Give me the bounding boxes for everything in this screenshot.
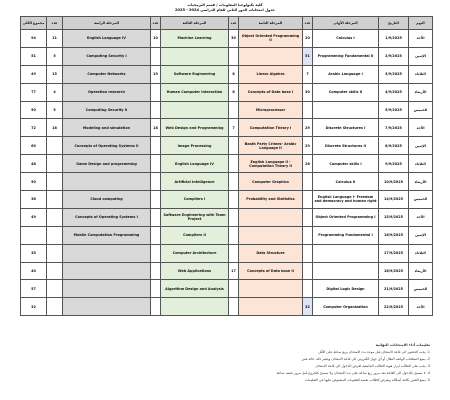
cell-stage4-count [47,173,63,191]
cell-stage3-subject: Human Computer Interaction [161,83,229,101]
cell-stage2-subject: Probability and Statistics [239,191,303,209]
cell-stage2-subject: Microprocessor [239,101,303,119]
cell-stage2-subject [239,208,303,226]
cell-stage2-count: 8 [229,83,239,101]
cell-stage1-count: 20 [303,30,313,48]
cell-stage1-count: 32 [303,298,313,316]
cell-stage1-count: 30 [303,83,313,101]
cell-stage3-count [151,244,161,262]
table-row [21,137,433,155]
cell-stage3-count [151,262,161,280]
table-row [21,119,433,137]
cell-total: 35 [21,244,47,262]
cell-stage1-count: 51 [303,47,313,65]
cell-stage4-subject: Mobile Computation Programming [63,226,151,244]
cell-stage2-count [229,155,239,173]
cell-stage1-subject: Object Oriented Programming I [313,208,379,226]
cell-stage2-count [229,101,239,119]
instruction-item: 5- يمنع الغش بكافة أشكاله ويعرض الطالب نفسه للعقوبات المنصوص عليها في التعليمات [304,378,430,382]
instruction-item: 2- يمنع اصطحاب الهاتف النقال أو أي جهاز الكتروني الى قاعة الامتحان ويعتبر ذلك حالة غش [301,357,430,361]
table-row [21,47,433,65]
cell-stage1-subject: Discrete Structures I [313,119,379,137]
cell-stage4-subject: Cloud computing [63,191,151,209]
table-row [21,101,433,119]
cell-stage2-count: 8 [229,65,239,83]
cell-stage4-subject: English Language IV [63,30,151,48]
cell-day: الخميس [409,101,433,119]
table-header-row [21,17,433,30]
cell-stage1-subject: English Language I- Freedom and democracy and human right [313,191,379,209]
cell-stage1-count [303,280,313,298]
cell-total: 40 [21,262,47,280]
header-line-schedule-title: جدول امتحانات الدور الثاني للعام الدراسي 2024 - 2025 [174,7,276,12]
cell-stage3-count: 10 [151,30,161,48]
cell-stage3-count [151,208,161,226]
cell-date: 18/9/2025 [379,262,409,280]
cell-total: 49 [21,208,47,226]
cell-stage2-subject: Object Oriented Programming II [239,30,303,48]
cell-stage3-subject: Algorithm Design and Analysis [161,280,229,298]
cell-stage2-subject: Concepts of Data base II [239,262,303,280]
cell-day: الخميس [409,191,433,209]
cell-date: 3/9/2025 [379,65,409,83]
cell-total: 51 [21,47,47,65]
cell-day: الثلاثاء [409,65,433,83]
cell-stage4-subject [63,280,151,298]
cell-stage4-subject [63,173,151,191]
cell-stage3-subject [161,298,229,316]
cell-stage1-subject: Computer skills II [313,83,379,101]
cell-total: 32 [21,298,47,316]
cell-stage1-subject: Calculus I [313,30,379,48]
table-row [21,262,433,280]
table-row [21,280,433,298]
cell-total: 50 [21,173,47,191]
cell-day: الأحد [409,30,433,48]
cell-stage4-count [47,208,63,226]
cell-total: 38 [21,191,47,209]
document-header [0,0,450,12]
cell-stage2-count: 30 [229,30,239,48]
cell-stage1-subject: Calculus II [313,173,379,191]
cell-date: 14/9/2025 [379,191,409,209]
cell-stage2-count: 7 [229,119,239,137]
cell-stage4-count: 4 [47,83,63,101]
cell-stage4-subject: Operation research [63,83,151,101]
cell-stage1-count [303,208,313,226]
cell-day: الأحد [409,298,433,316]
cell-stage1-count [303,226,313,244]
cell-stage1-subject: Digital Logic Design [313,280,379,298]
cell-stage2-count [229,280,239,298]
cell-stage3-count: 19 [151,65,161,83]
cell-stage4-subject: Computing Security I [63,47,151,65]
cell-stage4-subject: Modeling and simulation [63,119,151,137]
cell-stage2-subject [239,280,303,298]
cell-day: الأربعاء [409,173,433,191]
table-row [21,208,433,226]
cell-stage4-count [47,155,63,173]
cell-stage1-count: 7 [303,65,313,83]
cell-date: 9/9/2025 [379,155,409,173]
cell-stage4-count: 15 [47,65,63,83]
cell-stage4-count [47,244,63,262]
cell-date: 1/9/2025 [379,30,409,48]
cell-total [21,226,47,244]
cell-date: 7/9/2025 [379,119,409,137]
cell-stage2-subject [239,298,303,316]
cell-stage3-count [151,298,161,316]
cell-date: 10/9/2025 [379,173,409,191]
col-header-count3: عدد [151,17,161,30]
instruction-item: 3- يجب على الطالب ابراز هوية الطالب الجامعية لغرض الدخول الى قاعة الامتحان [315,364,430,368]
col-header-day: اليوم [409,17,433,30]
cell-total: 72 [21,119,47,137]
instruction-item: 1- يجب الحضور الى قاعة الامتحان قبل موعد بدء الامتحان بربع ساعة على الأقل [318,350,430,354]
cell-stage1-count [303,244,313,262]
col-header-stage1: المرحلة الأولى [313,17,379,30]
cell-stage1-subject: Programming Fundamental II [313,47,379,65]
cell-stage1-count: 29 [303,119,313,137]
cell-stage2-count [229,244,239,262]
cell-stage3-subject: Web Applications [161,262,229,280]
cell-stage1-count [303,191,313,209]
col-header-stage2: المرحلة الثانية [239,17,303,30]
cell-day: الأربعاء [409,262,433,280]
cell-day: الأحد [409,119,433,137]
cell-date: 2/9/2025 [379,47,409,65]
cell-stage2-subject: Concepts of Data base I [239,83,303,101]
cell-stage3-subject: Compilers I [161,191,229,209]
cell-day: الأحد [409,208,433,226]
col-header-stage4: المرحلة الرابعة [63,17,151,30]
table-row [21,30,433,48]
cell-stage3-subject: Compilers II [161,226,229,244]
table-body [21,30,433,316]
cell-day: الأربعاء [409,83,433,101]
cell-stage4-count [47,137,63,155]
cell-stage3-subject: Machine Learning [161,30,229,48]
cell-stage3-count: 18 [151,119,161,137]
cell-stage4-subject [63,244,151,262]
col-header-count2: عدد [229,17,239,30]
cell-stage1-subject [313,244,379,262]
cell-date: 16/9/2025 [379,226,409,244]
cell-stage1-subject: Arabic Language I [313,65,379,83]
cell-stage2-subject [239,47,303,65]
cell-stage2-subject: English Language II -Computation Theory II [239,155,303,173]
instructions-title: تعليمات أداء الامتحانات النهائية [375,343,430,347]
cell-stage4-count: 11 [47,30,63,48]
cell-stage3-count [151,101,161,119]
cell-stage4-subject: Computer Networks [63,65,151,83]
cell-stage4-count: 18 [47,119,63,137]
cell-date: 4/9/2025 [379,83,409,101]
cell-stage2-count [229,173,239,191]
table-row [21,83,433,101]
cell-date: 17/9/2025 [379,244,409,262]
cell-total: 49 [21,65,47,83]
cell-total: 94 [21,30,47,48]
cell-stage4-subject: Concepts of Operating Systems II [63,137,151,155]
cell-stage1-count [303,101,313,119]
cell-stage3-subject [161,101,229,119]
cell-total: 48 [21,155,47,173]
cell-stage1-count [303,173,313,191]
col-header-stage3: المرحلة الثالثة [161,17,229,30]
cell-stage2-count [229,208,239,226]
cell-stage2-subject: Computer Graphics [239,173,303,191]
cell-total: 50 [21,101,47,119]
cell-stage4-subject [63,262,151,280]
exam-schedule-table [20,16,433,316]
cell-total: 77 [21,83,47,101]
cell-stage2-subject: Computation Theory I [239,119,303,137]
table-row [21,155,433,173]
col-header-count1: عدد [303,17,313,30]
cell-stage1-count [303,262,313,280]
cell-stage4-subject: Game Design and programming [63,155,151,173]
cell-stage2-subject: Linear Algebra [239,65,303,83]
instructions-list [30,349,430,384]
cell-stage2-count [229,137,239,155]
cell-stage3-subject: Software Engineering [161,65,229,83]
cell-stage3-subject: English Language IV [161,155,229,173]
cell-stage2-subject [239,226,303,244]
cell-date: 8/9/2025 [379,137,409,155]
cell-stage3-count [151,83,161,101]
col-header-date: التاريخ [379,17,409,30]
cell-stage2-subject: Baath Party Crimes- Arabic Language II [239,137,303,155]
table-row [21,173,433,191]
exam-instructions [30,342,430,384]
cell-date: 21/9/2025 [379,280,409,298]
cell-stage1-subject: Computer Organization [313,298,379,316]
cell-stage1-subject: Discrete Structures II [313,137,379,155]
cell-stage3-count [151,155,161,173]
cell-stage1-count: 29 [303,137,313,155]
cell-stage4-subject: Concepts of Operating Systems I [63,208,151,226]
cell-stage3-subject: Image Processing [161,137,229,155]
cell-stage2-count [229,191,239,209]
cell-stage3-count [151,226,161,244]
col-header-total: مجموع الكلي [21,17,47,30]
cell-date: 15/9/2025 [379,208,409,226]
cell-date: 5/9/2025 [379,101,409,119]
cell-stage4-count: 5 [47,47,63,65]
cell-stage3-subject [161,47,229,65]
table-row [21,65,433,83]
cell-total: 60 [21,137,47,155]
cell-stage3-count [151,47,161,65]
cell-day: الإثنين [409,226,433,244]
cell-day: الإثنين [409,47,433,65]
cell-stage2-count [229,298,239,316]
cell-day: الثلاثاء [409,244,433,262]
cell-stage2-count: 17 [229,262,239,280]
cell-stage4-count [47,262,63,280]
cell-stage1-count: 28 [303,155,313,173]
cell-stage4-count [47,191,63,209]
cell-stage3-subject: Artificial Intelligence [161,173,229,191]
table-row [21,191,433,209]
cell-stage2-subject: Data Structure [239,244,303,262]
cell-stage2-count [229,226,239,244]
cell-stage1-subject: Programming Fundamental I [313,226,379,244]
cell-stage3-subject: Software Engineering with Team Project [161,208,229,226]
col-header-count4: عدد [47,17,63,30]
table-row [21,244,433,262]
cell-stage3-count [151,137,161,155]
cell-stage4-subject [63,298,151,316]
cell-stage3-count [151,173,161,191]
cell-stage1-subject [313,262,379,280]
cell-stage4-count [47,226,63,244]
cell-day: الخميس [409,280,433,298]
cell-stage3-subject: Web Design and Programming [161,119,229,137]
cell-total: 57 [21,280,47,298]
table-row [21,298,433,316]
cell-stage4-count: 5 [47,101,63,119]
cell-stage3-subject: Computer Architecture [161,244,229,262]
cell-stage3-count [151,280,161,298]
instruction-item: 4- لا يسمح بالدخول الى القاعة بعد مرور ربع ساعة على بدء الامتحان ولا يسمح بالخروج قبل مرور نصف ساعة [276,371,430,375]
header-line-department: كلية تكنولوجيا المعلومات / قسم البرمجيات [187,3,263,7]
cell-stage2-count [229,47,239,65]
table-row [21,226,433,244]
cell-stage1-subject [313,101,379,119]
cell-stage4-subject: Computing Security II [63,101,151,119]
cell-stage4-count [47,298,63,316]
cell-day: الثلاثاء [409,155,433,173]
cell-day: الإثنين [409,137,433,155]
cell-stage4-count [47,280,63,298]
cell-date: 22/9/2025 [379,298,409,316]
cell-stage3-count [151,191,161,209]
cell-stage1-subject: Computer skills I [313,155,379,173]
